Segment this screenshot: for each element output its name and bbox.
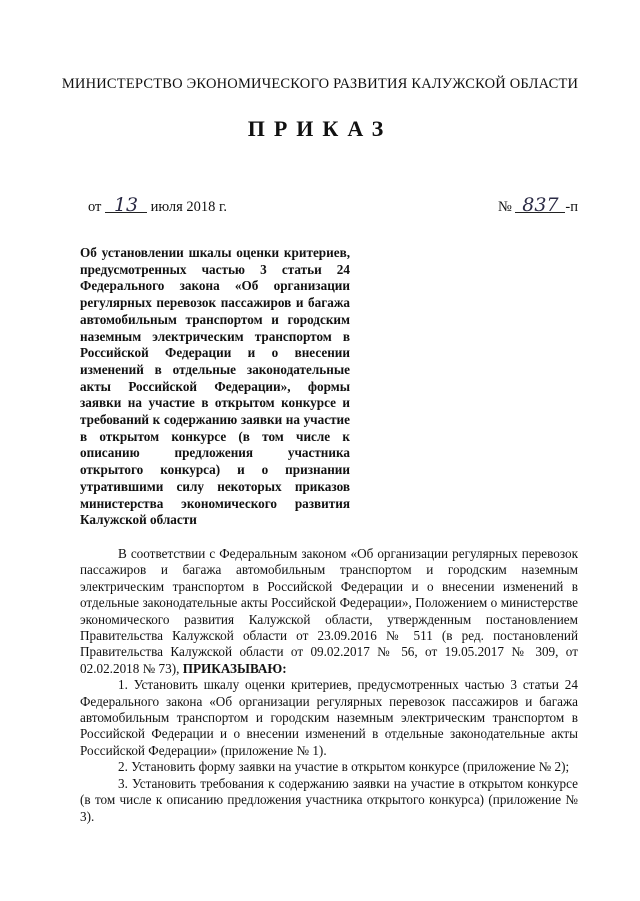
number-suffix: -п [565, 199, 578, 215]
order-item-1: 1. Установить шкалу оценки критериев, предусмотренных частью 3 статьи 24 Федерального закона «Об организации регулярных перевозок пассажиров и багажа автомобильным транспортом и городским наземным электрическим транспортом в Российской Федерации и о внесении изменений в отдельные законодательные акты Российской Федерации» (приложение № 1). [80, 677, 578, 758]
order-body [80, 546, 578, 825]
order-item-3: 3. Установить требования к содержанию заявки на участие в открытом конкурсе (в том числе к описанию предложения участника открытого конкурса) (приложение № 3). [80, 775, 578, 824]
date-prefix: от [88, 199, 102, 215]
order-item-2: 2. Установить форму заявки на участие в открытом конкурсе (приложение № 2); [118, 759, 570, 775]
handwritten-number: 837 [515, 198, 565, 213]
handwritten-day: 13 [105, 198, 147, 213]
document-date [88, 194, 227, 216]
preamble-text: В соответствии с Федеральным законом «Об организации регулярных перевозок пассажиров и багажа автомобильным транспортом и городским наземным электрическим транспортом в Российской Федерации и о внесении изменений в отдельные законодательные акты Российской Федерации», Положением о министерстве экономического развития Калужской области, утвержденным постановлением Правительства Калужской области от 23.09.2016 № 511 (в ред. постановлений Правительства Калужской области от 09.02.2017 № 56, от 19.05.2017 № 309, от 02.02.2018 № 73), [80, 546, 578, 676]
preamble-paragraph [80, 546, 578, 677]
date-month-year: июля 2018 г. [150, 199, 227, 215]
number-prefix: № [497, 199, 512, 215]
order-word: ПРИКАЗЫВАЮ: [182, 660, 287, 676]
document-title: ПРИКАЗ [247, 116, 393, 141]
document-number [497, 194, 578, 216]
order-subject: Об установлении шкалы оценки критериев, предусмотренных частью 3 статьи 24 Федерального закона «Об организации регулярных перевозок пассажиров и багажа автомобильным транспортом и городским наземным электрическим транспортом в Российской Федерации и о внесении изменений в отдельные законодательные акты Российской Федерации», формы заявки на участие в открытом конкурсе и требований к содержанию заявки на участие в открытом конкурсе (в том числе к описанию предложения участника открытого конкурса) и о признании утратившими силу некоторых приказов министерства экономического развития Калужской области [80, 245, 350, 528]
ministry-name: МИНИСТЕРСТВО ЭКОНОМИЧЕСКОГО РАЗВИТИЯ КАЛУЖСКОЙ ОБЛАСТИ [61, 76, 579, 92]
